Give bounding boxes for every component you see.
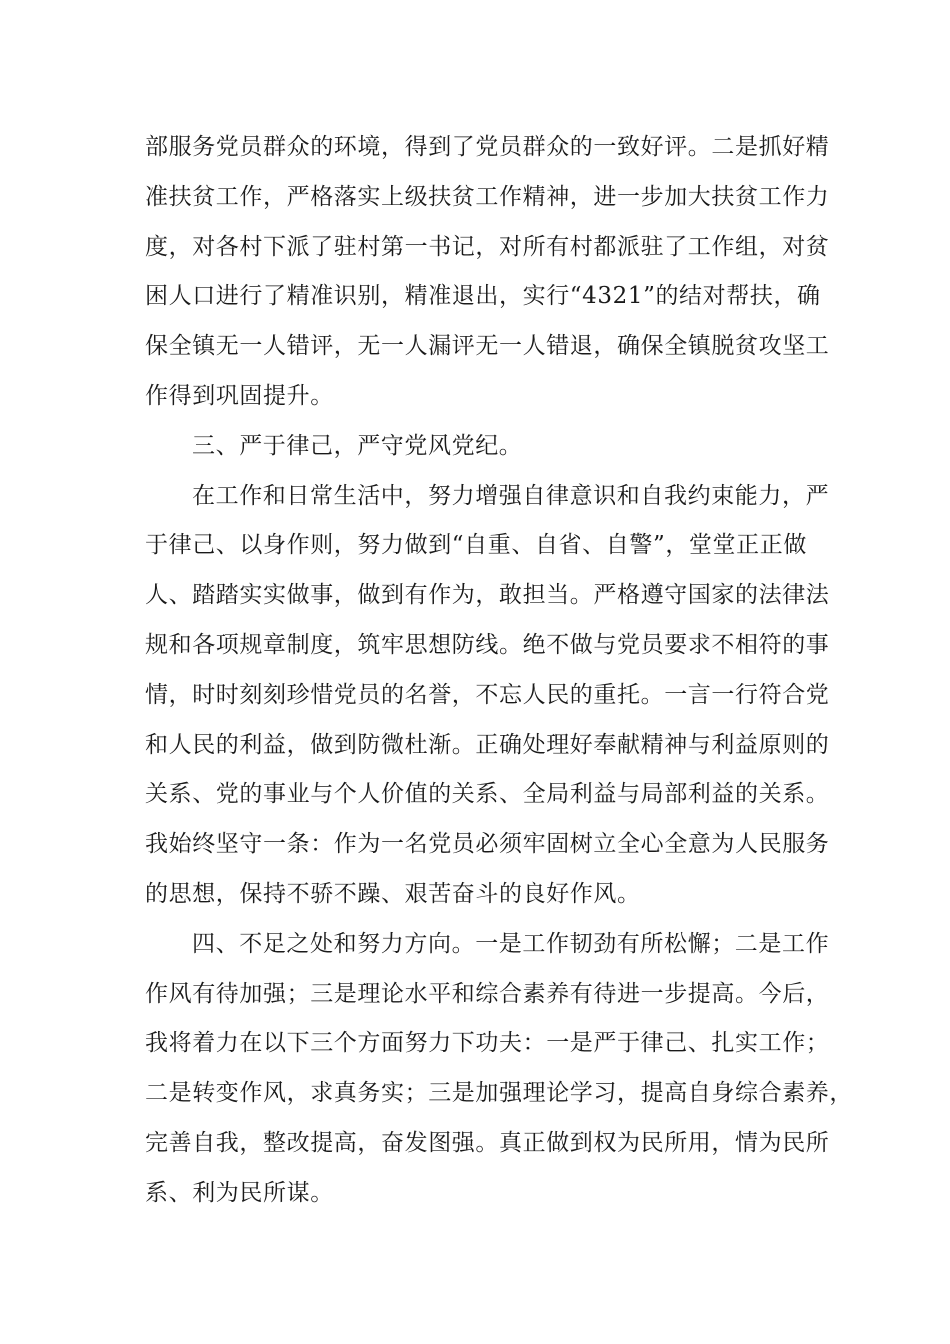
section-heading: 三、严于律己，严守党风党纪。 bbox=[192, 433, 523, 459]
text-line: 和人民的利益，做到防微杜渐。正确处理好奉献精神与利益原则的 bbox=[145, 732, 830, 758]
text-line: 作风有待加强；三是理论水平和综合素养有待进一步提高。今后， bbox=[145, 981, 830, 1007]
text-line: 系、利为民所谋。 bbox=[145, 1180, 334, 1206]
text-line: 规和各项规章制度，筑牢思想防线。绝不做与党员要求不相符的事 bbox=[145, 632, 830, 658]
text-line: 情，时时刻刻珍惜党员的名誉，不忘人民的重托。一言一行符合党 bbox=[145, 682, 830, 708]
text-line: 二是转变作风，求真务实；三是加强理论学习，提高自身综合素养， bbox=[145, 1080, 853, 1106]
text-line: 准扶贫工作，严格落实上级扶贫工作精神，进一步加大扶贫工作力 bbox=[145, 184, 830, 210]
text-line: 的思想，保持不骄不躁、艰苦奋斗的良好作风。 bbox=[145, 881, 641, 907]
text-line: 完善自我，整改提高，奋发图强。真正做到权为民所用，情为民所 bbox=[145, 1130, 830, 1156]
text-line: 度，对各村下派了驻村第一书记，对所有村都派驻了工作组，对贫 bbox=[145, 234, 830, 260]
text-line: 我始终坚守一条：作为一名党员必须牢固树立全心全意为人民服务 bbox=[145, 831, 830, 857]
text-line: 作得到巩固提升。 bbox=[145, 383, 334, 409]
text-line: 人、踏踏实实做事，做到有作为，敢担当。严格遵守国家的法律法 bbox=[145, 582, 830, 608]
text-line: 困人口进行了精准识别，精准退出，实行“4321”的结对帮扶，确 bbox=[145, 283, 821, 309]
text-line: 我将着力在以下三个方面努力下功夫：一是严于律己、扎实工作； bbox=[145, 1030, 830, 1056]
text-line: 部服务党员群众的环境，得到了党员群众的一致好评。二是抓好精 bbox=[145, 134, 830, 160]
text-line: 保全镇无一人错评，无一人漏评无一人错退，确保全镇脱贫攻坚工 bbox=[145, 333, 830, 359]
text-line: 关系、党的事业与个人价值的关系、全局利益与局部利益的关系。 bbox=[145, 781, 830, 807]
text-line: 于律己、以身作则，努力做到“自重、自省、自警”，堂堂正正做 bbox=[145, 532, 807, 558]
section-heading: 四、不足之处和努力方向。一是工作韧劲有所松懈；二是工作 bbox=[192, 931, 830, 957]
text-line: 在工作和日常生活中，努力增强自律意识和自我约束能力，严 bbox=[192, 483, 830, 509]
